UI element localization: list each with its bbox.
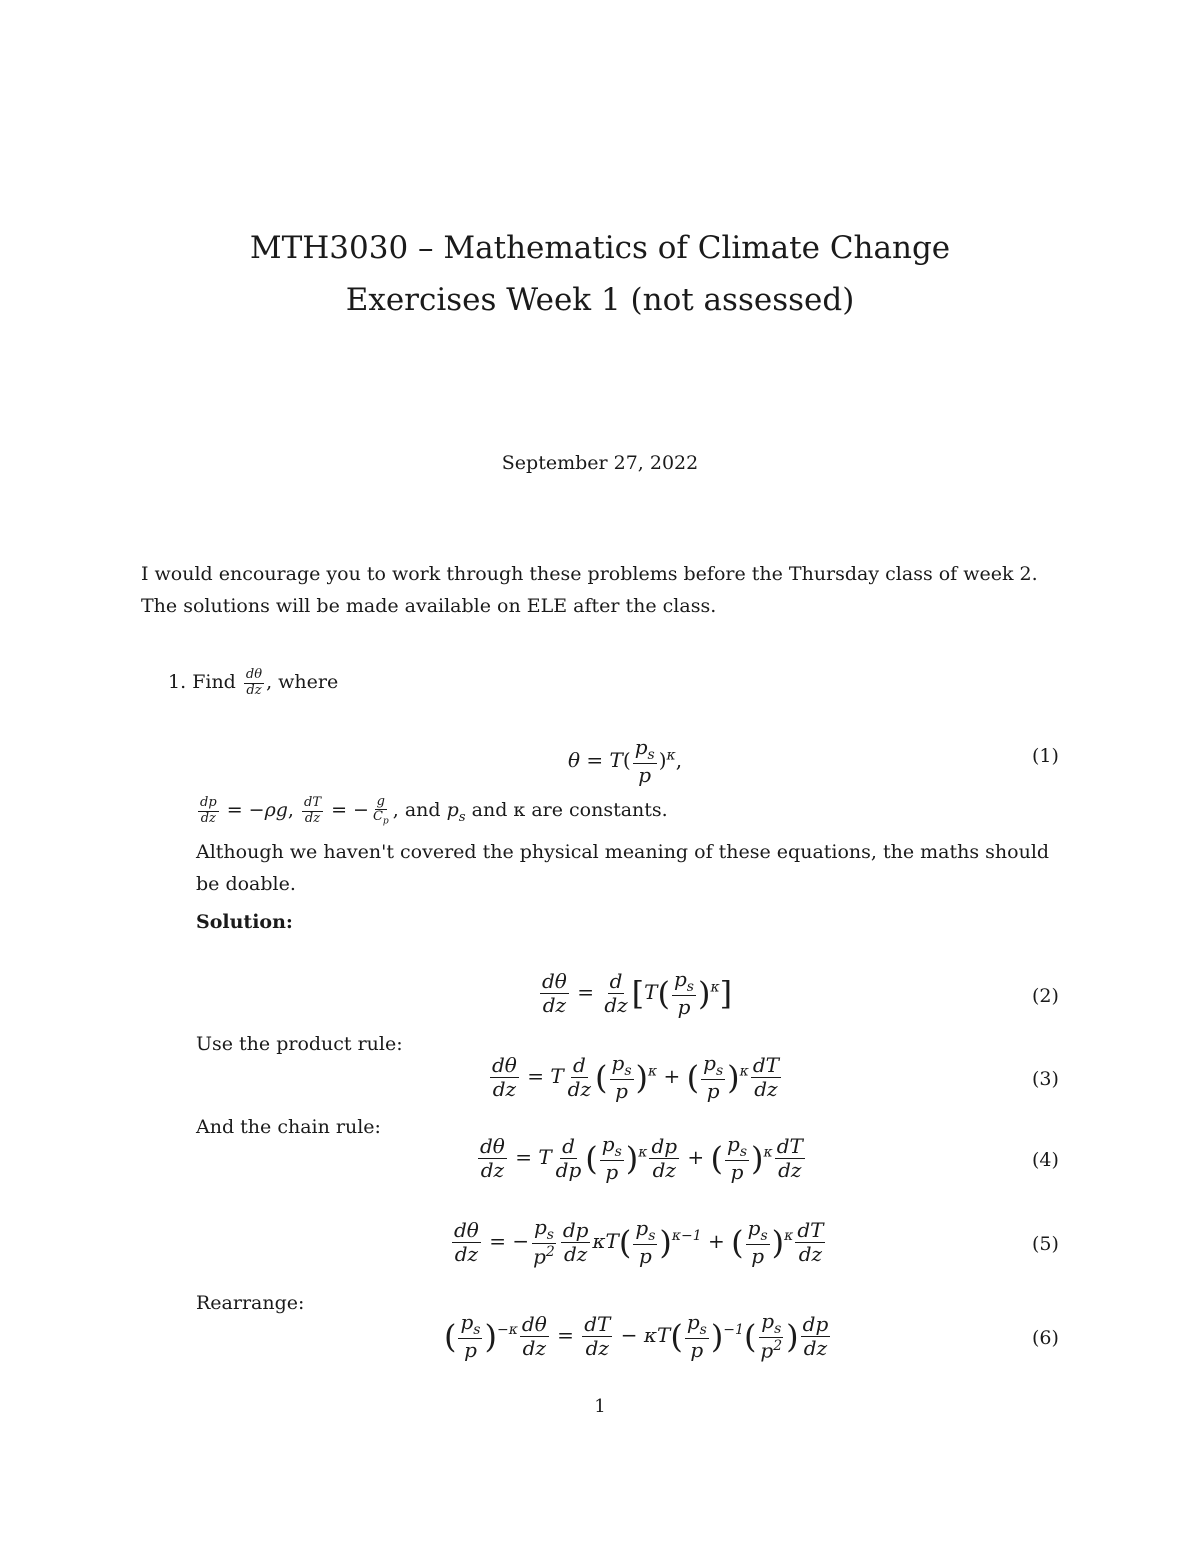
constants-text: and κ are constants. bbox=[471, 799, 668, 821]
rearrange-label: Rearrange: bbox=[196, 1292, 305, 1314]
page-number: 1 bbox=[594, 1396, 606, 1417]
equation-6: ( $\frac{p_s}{p}$ )$^{-\kappa}$ $\frac{d\theta}{dz}$ = $\frac{dT}{dz}$ − κT( $\frac{p_s}{p}$ )$^{-1}$( $\frac{p_s}{p^2}$ ) $\frac{dp}{dz}$ bbox=[444, 1309, 829, 1363]
equation-number-5: (5) bbox=[1032, 1233, 1059, 1255]
problem-1-statement bbox=[168, 666, 338, 698]
solution-label: Solution: bbox=[196, 911, 293, 933]
equation-number-3: (3) bbox=[1032, 1068, 1059, 1090]
equation-number-6: (6) bbox=[1032, 1327, 1059, 1349]
equation-number-4: (4) bbox=[1032, 1149, 1059, 1171]
product-rule-label: Use the product rule: bbox=[196, 1033, 403, 1055]
given-relations: $\frac{dp}{dz}$ = −ρg, $\frac{dT}{dz}$ = − $\frac{g}{C_p}$ , and $p_s$ and κ are constants. bbox=[200, 793, 668, 828]
physical-meaning-note: Although we haven't covered the physical meaning of these equations, the maths should be doable. bbox=[196, 841, 1050, 895]
equation-2: $\frac{d\theta}{dz}$ = $\frac{d}{dz}$ [T( $\frac{p_s}{p}$ )$^\kappa$] bbox=[542, 967, 733, 1020]
equation-5: $\frac{d\theta}{dz}$ = − $\frac{p_s}{p^2}$ $\frac{dp}{dz}$ κT( $\frac{p_s}{p}$ )$^{\kappa-1}$ + ( $\frac{p_s}{p}$ )$^\kappa$ $\frac{dT}{dz}$ bbox=[454, 1215, 824, 1269]
title-line-1: MTH3030 – Mathematics of Climate Change bbox=[249, 230, 951, 266]
where-label: , where bbox=[266, 671, 339, 693]
dtheta-dz-inline: $\frac{d\theta}{dz}$ bbox=[245, 666, 263, 698]
document-date: September 27, 2022 bbox=[501, 452, 699, 474]
equation-number-2: (2) bbox=[1032, 985, 1059, 1007]
problem-number: 1. bbox=[168, 671, 187, 693]
title-line-2: Exercises Week 1 (not assessed) bbox=[345, 282, 855, 318]
chain-rule-label: And the chain rule: bbox=[196, 1116, 381, 1138]
equation-3: $\frac{d\theta}{dz}$ = T $\frac{d}{dz}$ ( $\frac{p_s}{p}$ )$^\kappa$ + ( $\frac{p_s}{p}$ )$^\kappa$ $\frac{dT}{dz}$ bbox=[492, 1051, 779, 1104]
equation-number-1: (1) bbox=[1032, 745, 1059, 767]
find-label: Find bbox=[192, 671, 236, 693]
intro-paragraph: I would encourage you to work through these problems before the Thursday class of week 2. The solutions will be made available on ELE after the class. bbox=[141, 563, 1038, 617]
equation-1: θ = T( $\frac{p_s}{p}$ )$^\kappa$, bbox=[568, 735, 683, 788]
equation-4: $\frac{d\theta}{dz}$ = T $\frac{d}{dp}$ ( $\frac{p_s}{p}$ )$^\kappa$ $\frac{dp}{dz}$ + ( $\frac{p_s}{p}$ )$^\kappa$ $\frac{dT}{dz}$ bbox=[480, 1132, 803, 1185]
and-label: , and bbox=[392, 799, 441, 821]
